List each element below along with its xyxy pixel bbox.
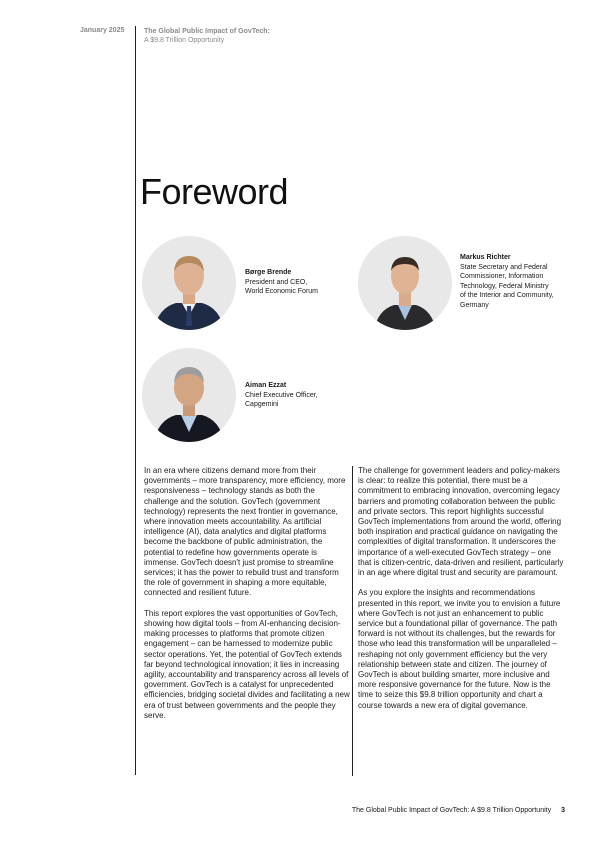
- portrait-markus-richter: [358, 236, 452, 330]
- person-aiman-ezzat: [245, 381, 355, 410]
- person-role: Capgemini: [245, 401, 279, 408]
- person-name: Aiman Ezzat: [245, 382, 287, 389]
- body-column-right: [358, 466, 564, 721]
- person-role: of the Interior and Community,: [460, 292, 554, 299]
- person-role: Germany: [460, 301, 489, 309]
- person-role: State Secretary and Federal: [460, 263, 548, 271]
- body-column-left: [144, 466, 350, 731]
- body-paragraph: As you explore the insights and recommendations presented in this report, we invite you to envision a future where GovTech is not just an enhancement to public service but a foundational pillar of governance. The path forward is not without its challenges, but the rewards for those who lead this transformation will be unparalleled – reshaping not only government efficiency but the very relationship between state and citizen. The journey of GovTech is about building smarter, more inclusive and more responsive governance for the future. Now is the time to seize this $9.8 trillion opportunity and chart a course towards a new era of digital governance.: [358, 588, 561, 710]
- person-name: Børge Brende: [245, 269, 292, 276]
- person-role: Chief Executive Officer,: [245, 391, 318, 399]
- person-name: Markus Richter: [460, 254, 511, 261]
- person-role: Technology, Federal Ministry: [460, 282, 549, 290]
- person-markus-richter: [460, 253, 572, 310]
- page-title: Foreword: [140, 171, 289, 212]
- header-title: [144, 27, 344, 45]
- person-role: World Economic Forum: [245, 288, 319, 295]
- person-borge-brende: [245, 268, 355, 297]
- portrait-aiman-ezzat: [142, 348, 236, 442]
- header-title-line2: A $9.8 Trillion Opportunity: [144, 37, 225, 44]
- person-role: Commissioner, Information: [460, 273, 544, 280]
- body-paragraph: The challenge for government leaders and policy-makers is clear: to realize this potential, there must be a commitment to embracing innovation, overcoming legacy barriers and promoting collaboration between the public and private sectors. This report highlights successful GovTech implementations from around the world, offering both inspiration and practical guidance on navigating the complexities of digital transformation. It underscores the importance of a well-executed GovTech strategy – one that is citizen-centric, data-driven and resilient, particularly in an age where digital trust and security are paramount.: [358, 466, 564, 578]
- header-title-line1: The Global Public Impact of GovTech:: [144, 28, 270, 35]
- body-paragraph: This report explores the vast opportunities of GovTech, showing how digital tools – from AI-enhancing decision-making processes to platforms that promote citizen engagement – can be harnessed to modernize public sector operations. Yet, the potential of GovTech extends far beyond technological innovation; it lies in increasing agility, accountability and transparency across all levels of government. GovTech is a catalyst for unprecedented efficiencies, bridging societal divides and facilitating a new era of trust between governments and the people they serve.: [144, 608, 350, 720]
- body-paragraph: In an era where citizens demand more from their governments – more transparency, more efficiency, more responsiveness – technology stands as both the challenge and the solution. GovTech (government technology) represents the next frontier in governance, where innovation meets accountability. As artificial intelligence (AI), data analytics and digital platforms become the backbone of public administration, the potential to redefine how governments operate is immense. GovTech doesn't just promise to streamline services; it has the power to rebuild trust and transform the role of government in shaping a more equitable, connected and resilient future.: [144, 466, 346, 598]
- header-rule: [135, 26, 136, 775]
- person-role: President and CEO,: [245, 278, 308, 286]
- column-divider: [352, 466, 353, 776]
- page-footer: [280, 807, 565, 814]
- portrait-borge-brende: [142, 236, 236, 330]
- footer-title: The Global Public Impact of GovTech: A $9.8 Trillion Opportunity: [351, 807, 552, 814]
- header-date: January 2025: [80, 27, 125, 34]
- page-number: 3: [561, 807, 565, 814]
